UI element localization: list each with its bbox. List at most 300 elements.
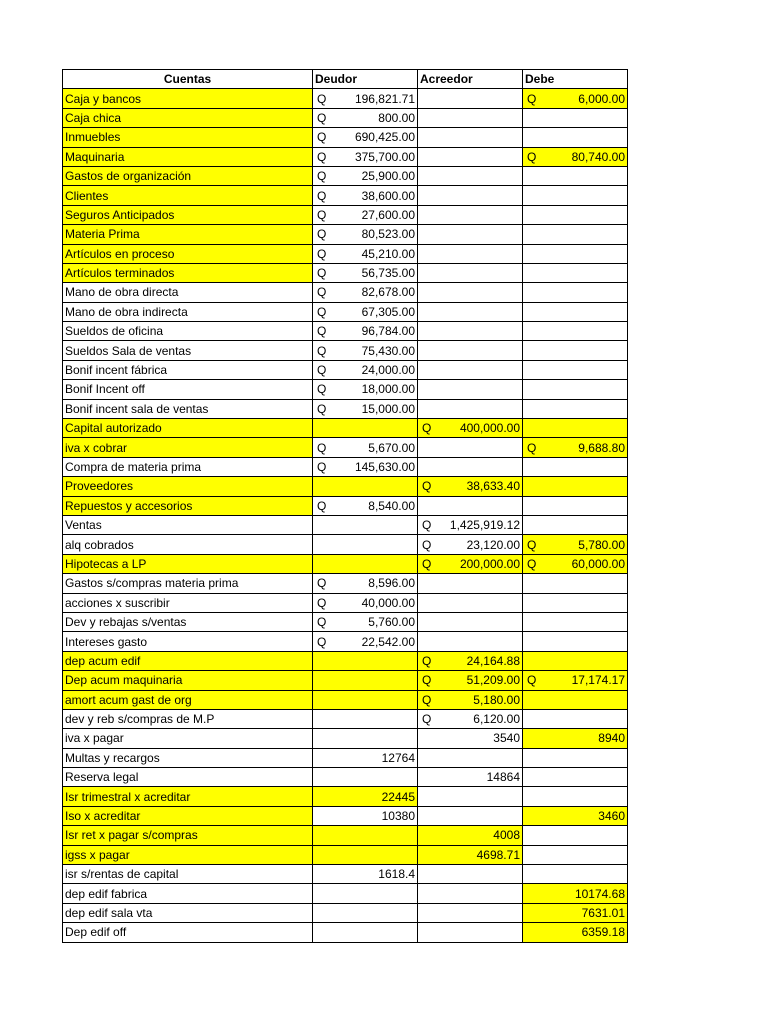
deudor-cell[interactable] xyxy=(313,108,418,127)
deudor-cell[interactable] xyxy=(313,671,418,690)
currency-symbol: Q xyxy=(527,440,537,455)
table-row xyxy=(63,651,628,670)
account-rows xyxy=(63,89,628,942)
accounts-spreadsheet xyxy=(62,69,628,943)
deudor-cell[interactable] xyxy=(313,903,418,922)
account-name-cell[interactable]: Isr trimestral x acreditar xyxy=(63,787,313,806)
acreedor-cell[interactable] xyxy=(418,322,523,341)
acreedor-cell[interactable] xyxy=(418,709,523,728)
account-name-cell[interactable]: iva x cobrar xyxy=(63,438,313,457)
acreedor-cell[interactable] xyxy=(418,244,523,263)
account-name-cell[interactable]: Compra de materia prima xyxy=(63,457,313,476)
amount-value: 690,425.00 xyxy=(354,130,415,145)
amount-value: 45,210.00 xyxy=(361,246,415,261)
currency-symbol: Q xyxy=(422,537,432,552)
debe-cell[interactable] xyxy=(523,205,628,224)
deudor-cell[interactable] xyxy=(313,438,418,457)
deudor-cell[interactable] xyxy=(313,128,418,147)
debe-cell[interactable] xyxy=(523,457,628,476)
debe-cell[interactable] xyxy=(523,438,628,457)
debe-cell[interactable] xyxy=(523,108,628,127)
currency-symbol: Q xyxy=(317,110,327,125)
amount-value: 200,000.00 xyxy=(459,556,520,571)
debe-cell[interactable] xyxy=(523,787,628,806)
currency-symbol: Q xyxy=(422,479,432,494)
deudor-cell[interactable] xyxy=(313,554,418,573)
amount-value: 75,430.00 xyxy=(361,343,415,358)
amount-value: 56,735.00 xyxy=(361,266,415,281)
debe-cell[interactable] xyxy=(523,690,628,709)
acreedor-cell[interactable] xyxy=(418,399,523,418)
acreedor-cell[interactable] xyxy=(418,380,523,399)
table-row xyxy=(63,535,628,554)
acreedor-cell[interactable] xyxy=(418,108,523,127)
account-name-cell[interactable]: Artículos terminados xyxy=(63,263,313,282)
account-name-cell[interactable]: Dep acum maquinaria xyxy=(63,671,313,690)
debe-cell[interactable] xyxy=(523,515,628,534)
deudor-cell[interactable] xyxy=(313,186,418,205)
account-name-cell[interactable]: Hipotecas a LP xyxy=(63,554,313,573)
account-name-cell[interactable]: dep edif fabrica xyxy=(63,884,313,903)
debe-cell[interactable] xyxy=(523,612,628,631)
table-row xyxy=(63,496,628,515)
account-name-cell[interactable]: alq cobrados xyxy=(63,535,313,554)
table-row xyxy=(63,166,628,185)
acreedor-cell[interactable] xyxy=(418,612,523,631)
amount-value: 8,596.00 xyxy=(368,576,415,591)
debe-cell[interactable]: 3460 xyxy=(523,806,628,825)
amount-value: 6,000.00 xyxy=(578,91,625,106)
account-name-cell[interactable]: dev y reb s/compras de M.P xyxy=(63,709,313,728)
acreedor-cell[interactable] xyxy=(418,283,523,302)
table-row xyxy=(63,399,628,418)
currency-symbol: Q xyxy=(527,149,537,164)
deudor-cell[interactable] xyxy=(313,244,418,263)
deudor-cell[interactable] xyxy=(313,89,418,108)
debe-cell[interactable] xyxy=(523,225,628,244)
currency-symbol: Q xyxy=(317,169,327,184)
debe-cell[interactable] xyxy=(523,671,628,690)
header-row xyxy=(63,70,628,89)
deudor-cell[interactable] xyxy=(313,399,418,418)
deudor-cell[interactable] xyxy=(313,205,418,224)
amount-value: 5,180.00 xyxy=(473,692,520,707)
table-row xyxy=(63,89,628,108)
debe-cell[interactable] xyxy=(523,496,628,515)
account-name-cell[interactable]: Sueldos de oficina xyxy=(63,322,313,341)
deudor-cell[interactable]: 10380 xyxy=(313,806,418,825)
currency-symbol: Q xyxy=(317,343,327,358)
deudor-cell[interactable] xyxy=(313,768,418,787)
table-row xyxy=(63,787,628,806)
account-name-cell[interactable]: Gastos s/compras materia prima xyxy=(63,574,313,593)
debe-cell[interactable] xyxy=(523,341,628,360)
currency-symbol: Q xyxy=(317,304,327,319)
table-row xyxy=(63,826,628,845)
acreedor-cell[interactable]: 4008 xyxy=(418,826,523,845)
debe-cell[interactable] xyxy=(523,845,628,864)
currency-symbol: Q xyxy=(422,712,432,727)
acreedor-cell[interactable] xyxy=(418,515,523,534)
currency-symbol: Q xyxy=(317,207,327,222)
debe-cell[interactable] xyxy=(523,632,628,651)
amount-value: 5,780.00 xyxy=(578,537,625,552)
deudor-cell[interactable] xyxy=(313,845,418,864)
deudor-cell[interactable] xyxy=(313,166,418,185)
amount-value: 1,425,919.12 xyxy=(449,518,520,533)
deudor-cell[interactable] xyxy=(313,574,418,593)
deudor-cell[interactable] xyxy=(313,225,418,244)
deudor-cell[interactable] xyxy=(313,283,418,302)
table-row xyxy=(63,845,628,864)
table-row xyxy=(63,632,628,651)
currency-symbol: Q xyxy=(317,149,327,164)
currency-symbol: Q xyxy=(317,246,327,261)
deudor-cell[interactable] xyxy=(313,515,418,534)
account-name-cell[interactable]: igss x pagar xyxy=(63,845,313,864)
table-row xyxy=(63,283,628,302)
account-name-cell[interactable]: Capital autorizado xyxy=(63,419,313,438)
deudor-cell[interactable] xyxy=(313,322,418,341)
table-row xyxy=(63,865,628,884)
currency-symbol: Q xyxy=(422,673,432,688)
debe-cell[interactable] xyxy=(523,748,628,767)
account-name-cell[interactable]: Repuestos y accesorios xyxy=(63,496,313,515)
currency-symbol: Q xyxy=(317,615,327,630)
acreedor-cell[interactable] xyxy=(418,263,523,282)
account-name-cell[interactable]: Intereses gasto xyxy=(63,632,313,651)
amount-value: 82,678.00 xyxy=(361,285,415,300)
acreedor-cell[interactable] xyxy=(418,341,523,360)
currency-symbol: Q xyxy=(317,382,327,397)
debe-cell[interactable] xyxy=(523,826,628,845)
currency-symbol: Q xyxy=(527,556,537,571)
table-row xyxy=(63,457,628,476)
table-row xyxy=(63,360,628,379)
deudor-cell[interactable] xyxy=(313,496,418,515)
currency-symbol: Q xyxy=(527,91,537,106)
amount-value: 60,000.00 xyxy=(571,556,625,571)
deudor-cell[interactable] xyxy=(313,709,418,728)
header-cuentas[interactable]: Cuentas xyxy=(63,70,313,89)
amount-value: 40,000.00 xyxy=(361,595,415,610)
currency-symbol: Q xyxy=(317,227,327,242)
debe-cell[interactable] xyxy=(523,865,628,884)
deudor-cell[interactable] xyxy=(313,302,418,321)
account-name-cell[interactable]: Bonif incent fábrica xyxy=(63,360,313,379)
deudor-cell[interactable] xyxy=(313,341,418,360)
account-name-cell[interactable]: Sueldos Sala de ventas xyxy=(63,341,313,360)
account-name-cell[interactable]: Bonif incent sala de ventas xyxy=(63,399,313,418)
debe-cell[interactable] xyxy=(523,302,628,321)
debe-cell[interactable] xyxy=(523,554,628,573)
acreedor-cell[interactable] xyxy=(418,147,523,166)
deudor-cell[interactable] xyxy=(313,612,418,631)
acreedor-cell[interactable] xyxy=(418,884,523,903)
acreedor-cell[interactable] xyxy=(418,865,523,884)
debe-cell[interactable] xyxy=(523,535,628,554)
amount-value: 27,600.00 xyxy=(361,207,415,222)
acreedor-cell[interactable] xyxy=(418,477,523,496)
deudor-cell[interactable]: 12764 xyxy=(313,748,418,767)
table-row xyxy=(63,341,628,360)
account-name-cell[interactable]: Caja y bancos xyxy=(63,89,313,108)
account-name-cell[interactable]: Multas y recargos xyxy=(63,748,313,767)
deudor-cell[interactable] xyxy=(313,457,418,476)
debe-cell[interactable]: 7631.01 xyxy=(523,903,628,922)
acreedor-cell[interactable] xyxy=(418,225,523,244)
debe-cell[interactable] xyxy=(523,574,628,593)
account-name-cell[interactable]: Maquinaria xyxy=(63,147,313,166)
acreedor-cell[interactable] xyxy=(418,923,523,942)
currency-symbol: Q xyxy=(422,556,432,571)
deudor-cell[interactable]: 1618.4 xyxy=(313,865,418,884)
deudor-cell[interactable] xyxy=(313,535,418,554)
acreedor-cell[interactable] xyxy=(418,438,523,457)
deudor-cell[interactable] xyxy=(313,360,418,379)
acreedor-cell[interactable] xyxy=(418,205,523,224)
amount-value: 145,630.00 xyxy=(354,460,415,474)
debe-cell[interactable] xyxy=(523,322,628,341)
acreedor-cell[interactable] xyxy=(418,903,523,922)
amount-value: 8,540.00 xyxy=(368,498,415,513)
currency-symbol: Q xyxy=(317,266,327,281)
debe-cell[interactable]: 8940 xyxy=(523,729,628,748)
acreedor-cell[interactable]: 3540 xyxy=(418,729,523,748)
debe-cell[interactable]: 10174.68 xyxy=(523,884,628,903)
table-row xyxy=(63,690,628,709)
table-row xyxy=(63,729,628,748)
acreedor-cell[interactable] xyxy=(418,360,523,379)
account-name-cell[interactable]: Materia Prima xyxy=(63,225,313,244)
acreedor-cell[interactable]: 14864 xyxy=(418,768,523,787)
table-row xyxy=(63,748,628,767)
deudor-cell[interactable] xyxy=(313,884,418,903)
table-row xyxy=(63,225,628,244)
debe-cell[interactable] xyxy=(523,128,628,147)
deudor-cell[interactable] xyxy=(313,593,418,612)
table-row xyxy=(63,923,628,942)
currency-symbol: Q xyxy=(317,460,327,474)
account-name-cell[interactable]: Dep edif off xyxy=(63,923,313,942)
amount-value: 51,209.00 xyxy=(466,673,520,688)
acreedor-cell[interactable] xyxy=(418,128,523,147)
table-row xyxy=(63,147,628,166)
deudor-cell[interactable] xyxy=(313,419,418,438)
header-acreedor[interactable]: Acreedor xyxy=(418,70,523,89)
acreedor-cell[interactable] xyxy=(418,186,523,205)
account-name-cell[interactable]: Artículos en proceso xyxy=(63,244,313,263)
table-row xyxy=(63,438,628,457)
amount-value: 80,523.00 xyxy=(361,227,415,242)
debe-cell[interactable] xyxy=(523,263,628,282)
account-name-cell[interactable]: acciones x suscribir xyxy=(63,593,313,612)
account-name-cell[interactable]: Inmuebles xyxy=(63,128,313,147)
acreedor-cell[interactable] xyxy=(418,166,523,185)
acreedor-cell[interactable] xyxy=(418,593,523,612)
table-row xyxy=(63,205,628,224)
debe-cell[interactable] xyxy=(523,283,628,302)
deudor-cell[interactable] xyxy=(313,477,418,496)
acreedor-cell[interactable] xyxy=(418,806,523,825)
amount-value: 38,633.40 xyxy=(466,479,520,494)
amount-value: 96,784.00 xyxy=(361,324,415,339)
currency-symbol: Q xyxy=(527,537,537,552)
account-name-cell[interactable]: Mano de obra directa xyxy=(63,283,313,302)
account-name-cell[interactable]: dep acum edif xyxy=(63,651,313,670)
table-row xyxy=(63,612,628,631)
acreedor-cell[interactable] xyxy=(418,574,523,593)
debe-cell[interactable] xyxy=(523,89,628,108)
debe-cell[interactable] xyxy=(523,380,628,399)
currency-symbol: Q xyxy=(317,440,327,455)
currency-symbol: Q xyxy=(317,285,327,300)
table-row xyxy=(63,593,628,612)
account-name-cell[interactable]: Mano de obra indirecta xyxy=(63,302,313,321)
account-name-cell[interactable]: iva x pagar xyxy=(63,729,313,748)
acreedor-cell[interactable] xyxy=(418,419,523,438)
account-name-cell[interactable]: Clientes xyxy=(63,186,313,205)
acreedor-cell[interactable] xyxy=(418,89,523,108)
currency-symbol: Q xyxy=(317,91,327,106)
amount-value: 38,600.00 xyxy=(361,188,415,203)
table-row xyxy=(63,302,628,321)
table-row xyxy=(63,322,628,341)
amount-value: 400,000.00 xyxy=(459,421,520,436)
currency-symbol: Q xyxy=(527,673,537,688)
amount-value: 25,900.00 xyxy=(361,169,415,184)
currency-symbol: Q xyxy=(422,692,432,707)
table-row xyxy=(63,380,628,399)
deudor-cell[interactable] xyxy=(313,923,418,942)
amount-value: 375,700.00 xyxy=(354,149,415,164)
currency-symbol: Q xyxy=(422,421,432,436)
amount-value: 80,740.00 xyxy=(571,149,625,164)
acreedor-cell[interactable] xyxy=(418,651,523,670)
table-row xyxy=(63,671,628,690)
acreedor-cell[interactable] xyxy=(418,302,523,321)
deudor-cell[interactable] xyxy=(313,632,418,651)
amount-value: 5,670.00 xyxy=(368,440,415,455)
currency-symbol: Q xyxy=(422,518,432,533)
header-deudor[interactable]: Deudor xyxy=(313,70,418,89)
table-row xyxy=(63,419,628,438)
currency-symbol: Q xyxy=(317,188,327,203)
debe-cell[interactable] xyxy=(523,768,628,787)
amount-value: 196,821.71 xyxy=(354,91,415,106)
debe-cell[interactable] xyxy=(523,147,628,166)
acreedor-cell[interactable] xyxy=(418,496,523,515)
deudor-cell[interactable] xyxy=(313,690,418,709)
currency-symbol: Q xyxy=(317,401,327,416)
account-name-cell[interactable]: Proveedores xyxy=(63,477,313,496)
deudor-cell[interactable] xyxy=(313,263,418,282)
debe-cell[interactable] xyxy=(523,419,628,438)
account-name-cell[interactable]: amort acum gast de org xyxy=(63,690,313,709)
debe-cell[interactable] xyxy=(523,399,628,418)
currency-symbol: Q xyxy=(317,498,327,513)
debe-cell[interactable] xyxy=(523,593,628,612)
currency-symbol: Q xyxy=(317,595,327,610)
account-name-cell[interactable]: Ventas xyxy=(63,515,313,534)
currency-symbol: Q xyxy=(317,324,327,339)
currency-symbol: Q xyxy=(422,653,432,668)
account-name-cell[interactable]: Seguros Anticipados xyxy=(63,205,313,224)
account-name-cell[interactable]: Dev y rebajas s/ventas xyxy=(63,612,313,631)
deudor-cell[interactable] xyxy=(313,729,418,748)
amount-value: 23,120.00 xyxy=(466,537,520,552)
table-row xyxy=(63,806,628,825)
acreedor-cell[interactable] xyxy=(418,554,523,573)
table-row xyxy=(63,244,628,263)
amount-value: 22,542.00 xyxy=(361,634,415,649)
acreedor-cell[interactable] xyxy=(418,748,523,767)
acreedor-cell[interactable] xyxy=(418,632,523,651)
account-name-cell[interactable]: Iso x acreditar xyxy=(63,806,313,825)
currency-symbol: Q xyxy=(317,634,327,649)
debe-cell[interactable] xyxy=(523,166,628,185)
debe-cell[interactable] xyxy=(523,360,628,379)
deudor-cell[interactable]: 22445 xyxy=(313,787,418,806)
table-row xyxy=(63,768,628,787)
table-row xyxy=(63,186,628,205)
deudor-cell[interactable] xyxy=(313,651,418,670)
debe-cell[interactable] xyxy=(523,477,628,496)
table-row xyxy=(63,128,628,147)
currency-symbol: Q xyxy=(317,576,327,591)
account-name-cell[interactable]: dep edif sala vta xyxy=(63,903,313,922)
amount-value: 6,120.00 xyxy=(473,712,520,727)
table-row xyxy=(63,709,628,728)
amount-value: 800.00 xyxy=(378,110,415,125)
currency-symbol: Q xyxy=(317,130,327,145)
amount-value: 18,000.00 xyxy=(361,382,415,397)
acreedor-cell[interactable] xyxy=(418,671,523,690)
acreedor-cell[interactable]: 4698.71 xyxy=(418,845,523,864)
acreedor-cell[interactable] xyxy=(418,690,523,709)
amount-value: 24,000.00 xyxy=(361,363,415,378)
amount-value: 15,000.00 xyxy=(361,401,415,416)
acreedor-cell[interactable] xyxy=(418,457,523,476)
deudor-cell[interactable] xyxy=(313,147,418,166)
table-row xyxy=(63,884,628,903)
account-name-cell[interactable]: Gastos de organización xyxy=(63,166,313,185)
debe-cell[interactable] xyxy=(523,244,628,263)
debe-cell[interactable] xyxy=(523,709,628,728)
table-row xyxy=(63,903,628,922)
amount-value: 67,305.00 xyxy=(361,304,415,319)
amount-value: 24,164.88 xyxy=(466,653,520,668)
amount-value: 17,174.17 xyxy=(571,673,625,688)
acreedor-cell[interactable] xyxy=(418,535,523,554)
debe-cell[interactable]: 6359.18 xyxy=(523,923,628,942)
table-row xyxy=(63,263,628,282)
account-name-cell[interactable]: isr s/rentas de capital xyxy=(63,865,313,884)
debe-cell[interactable] xyxy=(523,651,628,670)
deudor-cell[interactable] xyxy=(313,826,418,845)
account-name-cell[interactable]: Caja chica xyxy=(63,108,313,127)
account-name-cell[interactable]: Bonif Incent off xyxy=(63,380,313,399)
currency-symbol: Q xyxy=(317,363,327,378)
debe-cell[interactable] xyxy=(523,186,628,205)
account-name-cell[interactable]: Reserva legal xyxy=(63,768,313,787)
deudor-cell[interactable] xyxy=(313,380,418,399)
acreedor-cell[interactable] xyxy=(418,787,523,806)
amount-value: 9,688.80 xyxy=(578,440,625,455)
header-debe[interactable]: Debe xyxy=(523,70,628,89)
table-row xyxy=(63,554,628,573)
account-name-cell[interactable]: Isr ret x pagar s/compras xyxy=(63,826,313,845)
